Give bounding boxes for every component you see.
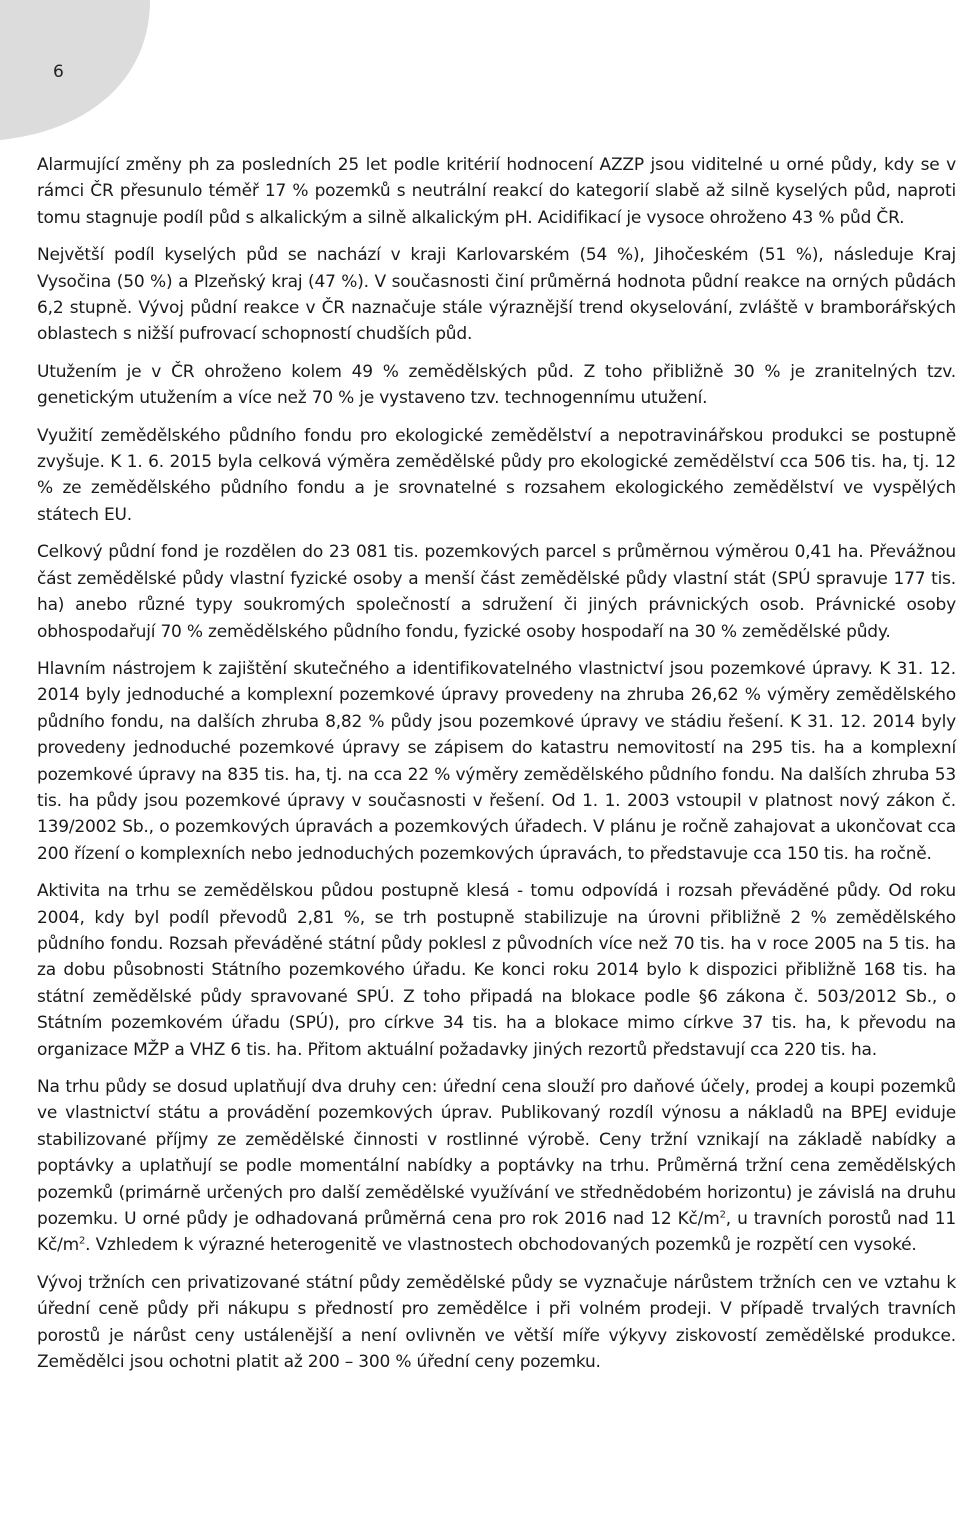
page-number: 6 [53,62,64,82]
corner-fill [0,0,150,140]
paragraph-soil-acidity: Alarmující změny ph za posledních 25 let podle kritérií hodnocení AZZP jsou viditelné u orné půdy, kdy se v rámci ČR přesunulo téměř 17 % pozemků s neutrální reakcí do kategorií slabě až silně kyselých půd, naproti tomu stagnuje podíl půd s alkalickým a silně alkalickým pH. Acidifikací je vysoce ohroženo 43 % půd ČR. [37,155,956,228]
page-corner-tab [0,0,150,150]
paragraph-land-ownership: Celkový půdní fond je rozdělen do 23 081 tis. pozemkových parcel s průměrnou výměrou 0,41 ha. Převážnou část zemědělské půdy vlastní fyzické osoby a menší část zemědělské půdy vlastní stát (SPÚ spravuje 177 tis. ha) anebo různé typy soukromých společností a sdružení či jiných právnických osob. Právnické osoby obhospodařují 70 % zemědělského půdního fondu, fyzické osoby hospodaří na 30 % zemědělské půdy. [37,542,956,642]
paragraph-price-development: Vývoj tržních cen privatizované státní půdy zemědělské půdy se vyznačuje nárůstem tržních cen ve vztahu k úřední ceně půdy při nákupu s předností pro zemědělce i při volném prodeji. V případě trvalých travních porostů je nárůst ceny ustálenější a není ovlivněn ve větší míře výkyvy ziskovostí zemědělské produkce. Zemědělci jsou ochotni platit až 200 – 300 % úřední ceny pozemku. [37,1272,956,1373]
price-text-part-2: , u travních porostů nad 11 Kč/m [37,1209,956,1256]
page-corner-shape [0,0,150,150]
paragraph-land-prices [37,1074,956,1259]
unit-exponent: 2 [78,1235,86,1247]
price-text-part-1: Na trhu půdy se dosud uplatňují dva druhy cen: úřední cena slouží pro daňové účely, prodej a koupi pozemků ve vlastnictví státu a provádění pozemkových úprav. Publikovaný rozdíl výnosu a nákladů na BPEJ eviduje stabilizované příjmy ze zemědělské činnosti v rostlinné výrobě. Ceny tržní vznikají na základě nabídky a poptávky a uplatňují se podle momentální nabídky a poptávky na trhu. Průměrná tržní cena zemědělských pozemků (primárně určených pro další zemědělské využívání ve střednědobém horizontu) je závislá na druhu pozemku. U orné půdy je odhadovaná průměrná cena pro rok 2016 nad 12 Kč/m [37,1077,956,1230]
paragraph-land-market: Aktivita na trhu se zemědělskou půdou postupně klesá - tomu odpovídá i rozsah převáděné půdy. Od roku 2004, kdy byl podíl převodů 2,81 %, se trh postupně stabilizuje na úrovni přibližně 2 % zemědělského půdního fondu. Rozsah převáděné státní půdy poklesl z původních více než 70 tis. ha v roce 2005 na 5 tis. ha za dobu působnosti Státního pozemkového úřadu. Ke konci roku 2014 bylo k dispozici přibližně 168 tis. ha státní zemědělské půdy spravované SPÚ. Z toho připadá na blokace podle §6 zákona č. 503/2012 Sb., o Státním pozemkovém úřadu (SPÚ), pro církve 34 tis. ha a blokace mimo církve 37 tis. ha, k převodu na organizace MŽP a VHZ 6 tis. ha. Přitom aktuální požadavky jiných rezortů představují cca 220 tis. ha. [37,881,956,1060]
price-text-part-3: . Vzhledem k výrazné heterogenitě ve vlastnostech obchodovaných pozemků je rozpětí cen vysoké. [85,1235,917,1256]
document-body [37,152,956,1386]
unit-exponent: 2 [719,1209,726,1221]
paragraph-soil-compaction: Utužením je v ČR ohroženo kolem 49 % zemědělských půd. Z toho přibližně 30 % je zranitelných tzv. genetickým utužením a více než 70 % je vystaveno tzv. technogennímu utužení. [37,361,956,409]
paragraph-land-consolidation: Hlavním nástrojem k zajištění skutečného a identifikovatelného vlastnictví jsou pozemkové úpravy. K 31. 12. 2014 byly jednoduché a komplexní pozemkové úpravy provedeny na zhruba 26,62 % výměry zemědělského půdního fondu, na dalších zhruba 8,82 % půdy jsou pozemkové úpravy ve stádiu řešení. K 31. 12. 2014 byly provedeny jednoduché pozemkové úpravy se zápisem do katastru nemovitostí na 295 tis. ha a komplexní pozemkové úpravy na 835 tis. ha, tj. na cca 22 % výměry zemědělského půdního fondu. Na dalších zhruba 53 tis. ha půdy jsou pozemkové úpravy v současnosti v řešení. Od 1. 1. 2003 vstoupil v platnost nový zákon č. 139/2002 Sb., o pozemkových úpravách a pozemkových úřadech. V plánu je ročně zahajovat a ukončovat cca 200 řízení o komplexních nebo jednoduchých pozemkových úpravách, to představuje cca 150 tis. ha ročně. [37,658,956,864]
paragraph-acid-soil-regions: Největší podíl kyselých půd se nachází v kraji Karlovarském (54 %), Jihočeském (51 %), následuje Kraj Vysočina (50 %) a Plzeňský kraj (47 %). V současnosti činí průměrná hodnota půdní reakce na orných půdách 6,2 stupně. Vývoj půdní reakce v ČR naznačuje stále výraznější trend okyselování, zvláště v bramborářských oblastech s nižší pufrovací schopností chudších půd. [37,245,956,345]
paragraph-organic-farming: Využití zemědělského půdního fondu pro ekologické zemědělství a nepotravinářskou produkci se postupně zvyšuje. K 1. 6. 2015 byla celková výměra zemědělské půdy pro ekologické zemědělství cca 506 tis. ha, tj. 12 % ze zemědělského půdního fondu a je srovnatelné s rozsahem ekologického zemědělství ve vyspělých státech EU. [37,425,956,525]
